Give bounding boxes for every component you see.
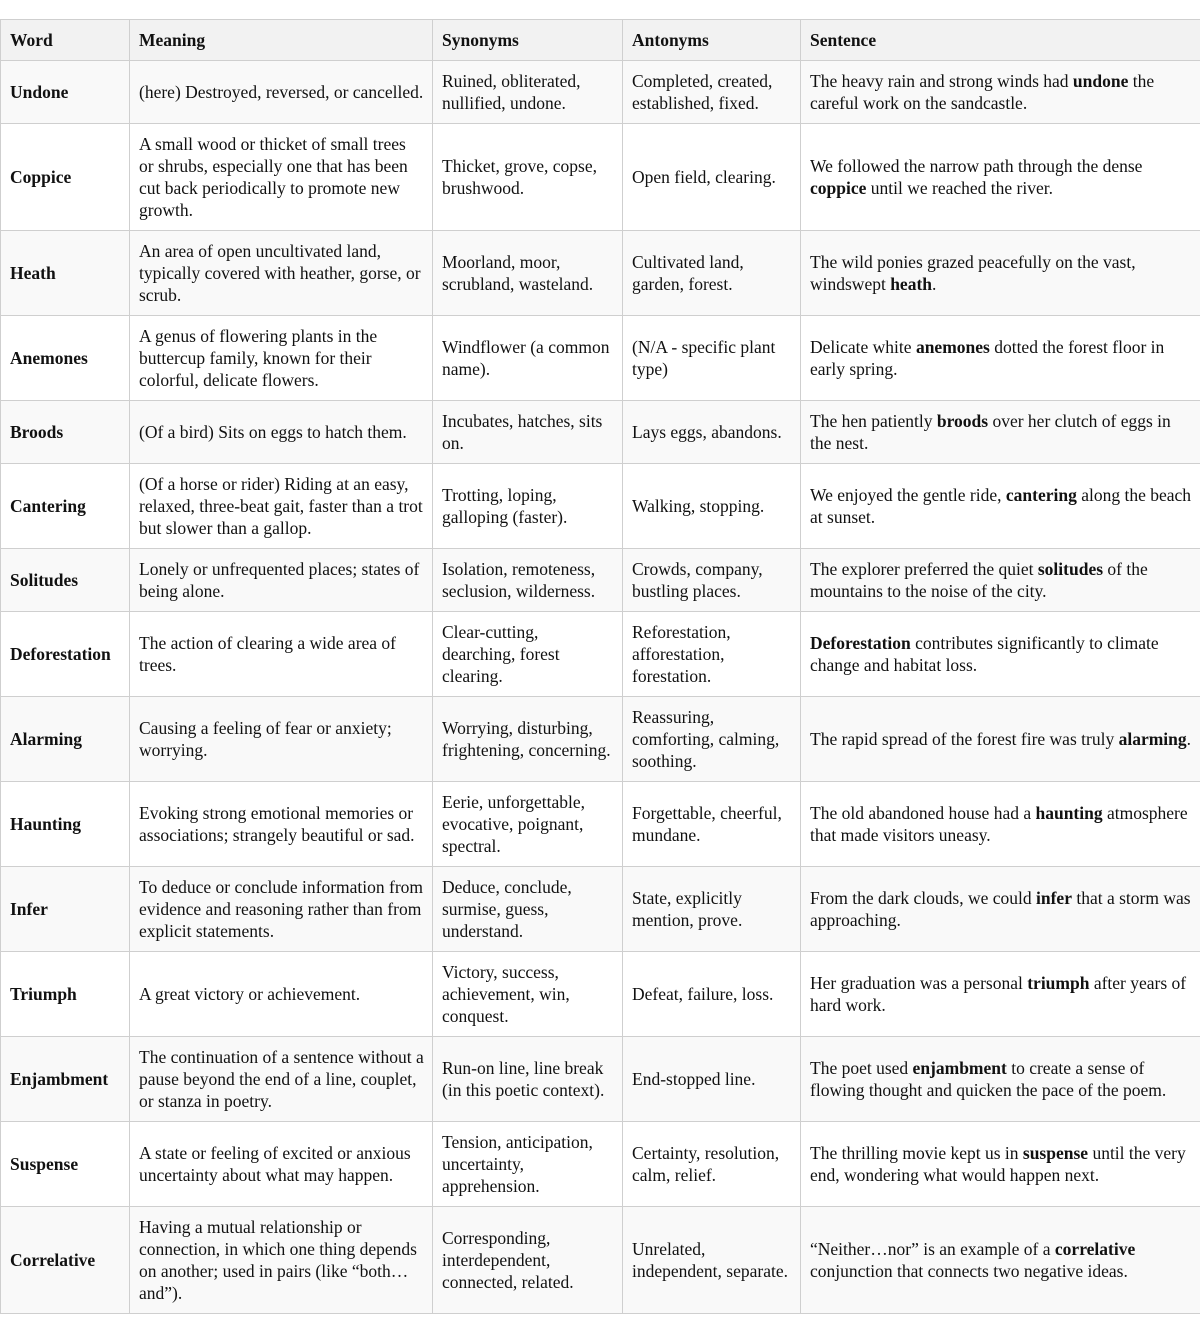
word-cell: Undone — [1, 61, 130, 124]
meaning-cell: A genus of flowering plants in the buttercup family, known for their colorful, delicate flowers. — [130, 316, 433, 401]
sentence-cell — [801, 952, 1200, 1037]
sentence-text: “Neither…nor” is an example of a — [810, 1239, 1055, 1259]
word-cell: Coppice — [1, 124, 130, 231]
header-antonyms: Antonyms — [623, 20, 801, 61]
antonyms-cell: Unrelated, independent, separate. — [623, 1207, 801, 1314]
sentence-text: We enjoyed the gentle ride, — [810, 485, 1006, 505]
synonyms-cell: Tension, anticipation, uncertainty, apprehension. — [433, 1122, 623, 1207]
word-cell: Anemones — [1, 316, 130, 401]
sentence-text: of the mountains to the noise of the city. — [810, 559, 1148, 601]
antonyms-cell: Forgettable, cheerful, mundane. — [623, 782, 801, 867]
sentence-cell — [801, 1122, 1200, 1207]
sentence-keyword: coppice — [810, 178, 867, 198]
table-row — [1, 697, 1200, 782]
sentence-text: The wild ponies grazed peacefully on the vast, windswept — [810, 252, 1136, 294]
sentence-text: The old abandoned house had a — [810, 803, 1036, 823]
sentence-keyword: enjambment — [912, 1058, 1007, 1078]
antonyms-cell: Crowds, company, bustling places. — [623, 549, 801, 612]
sentence-cell — [801, 782, 1200, 867]
sentence-text: Her graduation was a personal — [810, 973, 1028, 993]
meaning-cell: A small wood or thicket of small trees or shrubs, especially one that has been cut back periodically to promote new growth. — [130, 124, 433, 231]
sentence-cell — [801, 464, 1200, 549]
table-row — [1, 61, 1200, 124]
table-row — [1, 782, 1200, 867]
meaning-cell: Evoking strong emotional memories or associations; strangely beautiful or sad. — [130, 782, 433, 867]
meaning-cell: (here) Destroyed, reversed, or cancelled. — [130, 61, 433, 124]
table-row — [1, 867, 1200, 952]
meaning-cell: The action of clearing a wide area of trees. — [130, 612, 433, 697]
synonyms-cell: Run-on line, line break (in this poetic context). — [433, 1037, 623, 1122]
sentence-text: Delicate white — [810, 337, 916, 357]
antonyms-cell: State, explicitly mention, prove. — [623, 867, 801, 952]
sentence-cell — [801, 401, 1200, 464]
sentence-text: The thrilling movie kept us in — [810, 1143, 1023, 1163]
sentence-text: over her clutch of eggs in the nest. — [810, 411, 1171, 453]
vocabulary-table — [0, 19, 1200, 1314]
meaning-cell: To deduce or conclude information from evidence and reasoning rather than from explicit statements. — [130, 867, 433, 952]
synonyms-cell: Trotting, loping, galloping (faster). — [433, 464, 623, 549]
sentence-cell — [801, 612, 1200, 697]
synonyms-cell: Ruined, obliterated, nullified, undone. — [433, 61, 623, 124]
word-cell: Haunting — [1, 782, 130, 867]
sentence-keyword: undone — [1072, 71, 1129, 91]
sentence-text: until we reached the river. — [866, 178, 1053, 198]
sentence-cell — [801, 1037, 1200, 1122]
sentence-cell — [801, 316, 1200, 401]
antonyms-cell: Open field, clearing. — [623, 124, 801, 231]
word-cell: Alarming — [1, 697, 130, 782]
sentence-text: The rapid spread of the forest fire was truly — [810, 729, 1119, 749]
word-cell: Suspense — [1, 1122, 130, 1207]
table-row — [1, 1122, 1200, 1207]
header-synonyms: Synonyms — [433, 20, 623, 61]
meaning-cell: Lonely or unfrequented places; states of being alone. — [130, 549, 433, 612]
meaning-cell: Having a mutual relationship or connection, in which one thing depends on another; used in pairs (like “both…and”). — [130, 1207, 433, 1314]
synonyms-cell: Eerie, unforgettable, evocative, poignant, spectral. — [433, 782, 623, 867]
synonyms-cell: Windflower (a common name). — [433, 316, 623, 401]
meaning-cell: Causing a feeling of fear or anxiety; worrying. — [130, 697, 433, 782]
word-cell: Triumph — [1, 952, 130, 1037]
word-cell: Cantering — [1, 464, 130, 549]
sentence-text: The poet used — [810, 1058, 913, 1078]
sentence-keyword: infer — [1036, 888, 1072, 908]
sentence-text: atmosphere that made visitors uneasy. — [810, 803, 1188, 845]
sentence-keyword: haunting — [1035, 803, 1103, 823]
sentence-cell — [801, 867, 1200, 952]
word-cell: Deforestation — [1, 612, 130, 697]
sentence-keyword: anemones — [915, 337, 990, 357]
sentence-text: along the beach at sunset. — [810, 485, 1192, 527]
sentence-cell — [801, 231, 1200, 316]
meaning-cell: A state or feeling of excited or anxious uncertainty about what may happen. — [130, 1122, 433, 1207]
word-cell: Infer — [1, 867, 130, 952]
meaning-cell: (Of a bird) Sits on eggs to hatch them. — [130, 401, 433, 464]
table-row — [1, 1207, 1200, 1314]
antonyms-cell: Completed, created, established, fixed. — [623, 61, 801, 124]
sentence-keyword: correlative — [1054, 1239, 1136, 1259]
table-row — [1, 316, 1200, 401]
sentence-cell — [801, 697, 1200, 782]
header-sentence: Sentence — [801, 20, 1200, 61]
sentence-text: contributes significantly to climate change and habitat loss. — [810, 633, 1159, 675]
antonyms-cell: Reforestation, afforestation, forestation. — [623, 612, 801, 697]
meaning-cell: The continuation of a sentence without a pause beyond the end of a line, couplet, or stanza in poetry. — [130, 1037, 433, 1122]
word-cell: Heath — [1, 231, 130, 316]
sentence-cell — [801, 549, 1200, 612]
meaning-cell: A great victory or achievement. — [130, 952, 433, 1037]
sentence-text: conjunction that connects two negative ideas. — [810, 1261, 1128, 1281]
synonyms-cell: Worrying, disturbing, frightening, concerning. — [433, 697, 623, 782]
word-cell: Correlative — [1, 1207, 130, 1314]
word-cell: Broods — [1, 401, 130, 464]
antonyms-cell: Walking, stopping. — [623, 464, 801, 549]
antonyms-cell: Cultivated land, garden, forest. — [623, 231, 801, 316]
header-meaning: Meaning — [130, 20, 433, 61]
sentence-keyword: alarming — [1118, 729, 1187, 749]
antonyms-cell: Certainty, resolution, calm, relief. — [623, 1122, 801, 1207]
sentence-keyword: suspense — [1022, 1143, 1089, 1163]
sentence-cell — [801, 124, 1200, 231]
antonyms-cell: Defeat, failure, loss. — [623, 952, 801, 1037]
sentence-text: The heavy rain and strong winds had — [810, 71, 1073, 91]
table-row — [1, 401, 1200, 464]
sentence-text: We followed the narrow path through the dense — [810, 156, 1143, 176]
table-header-row — [1, 20, 1200, 61]
table-row — [1, 1037, 1200, 1122]
table-row — [1, 231, 1200, 316]
sentence-text: until the very end, wondering what would happen next. — [810, 1143, 1186, 1185]
sentence-text: The hen patiently — [810, 411, 937, 431]
table-row — [1, 549, 1200, 612]
sentence-text: The explorer preferred the quiet — [810, 559, 1038, 579]
antonyms-cell: Lays eggs, abandons. — [623, 401, 801, 464]
word-cell: Enjambment — [1, 1037, 130, 1122]
meaning-cell: An area of open uncultivated land, typically covered with heather, gorse, or scrub. — [130, 231, 433, 316]
table-row — [1, 464, 1200, 549]
synonyms-cell: Thicket, grove, copse, brushwood. — [433, 124, 623, 231]
sentence-keyword: Deforestation — [810, 633, 911, 653]
sentence-keyword: solitudes — [1037, 559, 1104, 579]
synonyms-cell: Moorland, moor, scrubland, wasteland. — [433, 231, 623, 316]
sentence-cell — [801, 1207, 1200, 1314]
table-row — [1, 952, 1200, 1037]
sentence-text: . — [932, 274, 937, 294]
table-row — [1, 612, 1200, 697]
sentence-text: after years of hard work. — [810, 973, 1187, 1015]
antonyms-cell: (N/A - specific plant type) — [623, 316, 801, 401]
antonyms-cell: End-stopped line. — [623, 1037, 801, 1122]
sentence-text: dotted the forest floor in early spring. — [810, 337, 1165, 379]
sentence-keyword: cantering — [1005, 485, 1077, 505]
synonyms-cell: Isolation, remoteness, seclusion, wilderness. — [433, 549, 623, 612]
sentence-text: From the dark clouds, we could — [810, 888, 1036, 908]
sentence-text: to create a sense of flowing thought and quicken the pace of the poem. — [810, 1058, 1167, 1100]
header-word: Word — [1, 20, 130, 61]
synonyms-cell: Clear-cutting, dearching, forest clearing. — [433, 612, 623, 697]
sentence-keyword: heath — [890, 274, 933, 294]
meaning-cell: (Of a horse or rider) Riding at an easy, relaxed, three-beat gait, faster than a trot but slower than a gallop. — [130, 464, 433, 549]
sentence-keyword: broods — [936, 411, 989, 431]
sentence-text: the careful work on the sandcastle. — [810, 71, 1155, 113]
word-cell: Solitudes — [1, 549, 130, 612]
sentence-text: that a storm was approaching. — [810, 888, 1191, 930]
sentence-text: . — [1186, 729, 1192, 749]
synonyms-cell: Incubates, hatches, sits on. — [433, 401, 623, 464]
sentence-cell — [801, 61, 1200, 124]
sentence-keyword: triumph — [1027, 973, 1090, 993]
synonyms-cell: Corresponding, interdependent, connected, related. — [433, 1207, 623, 1314]
vocabulary-table-container — [0, 19, 1200, 1314]
table-row — [1, 124, 1200, 231]
antonyms-cell: Reassuring, comforting, calming, soothing. — [623, 697, 801, 782]
synonyms-cell: Deduce, conclude, surmise, guess, understand. — [433, 867, 623, 952]
synonyms-cell: Victory, success, achievement, win, conquest. — [433, 952, 623, 1037]
